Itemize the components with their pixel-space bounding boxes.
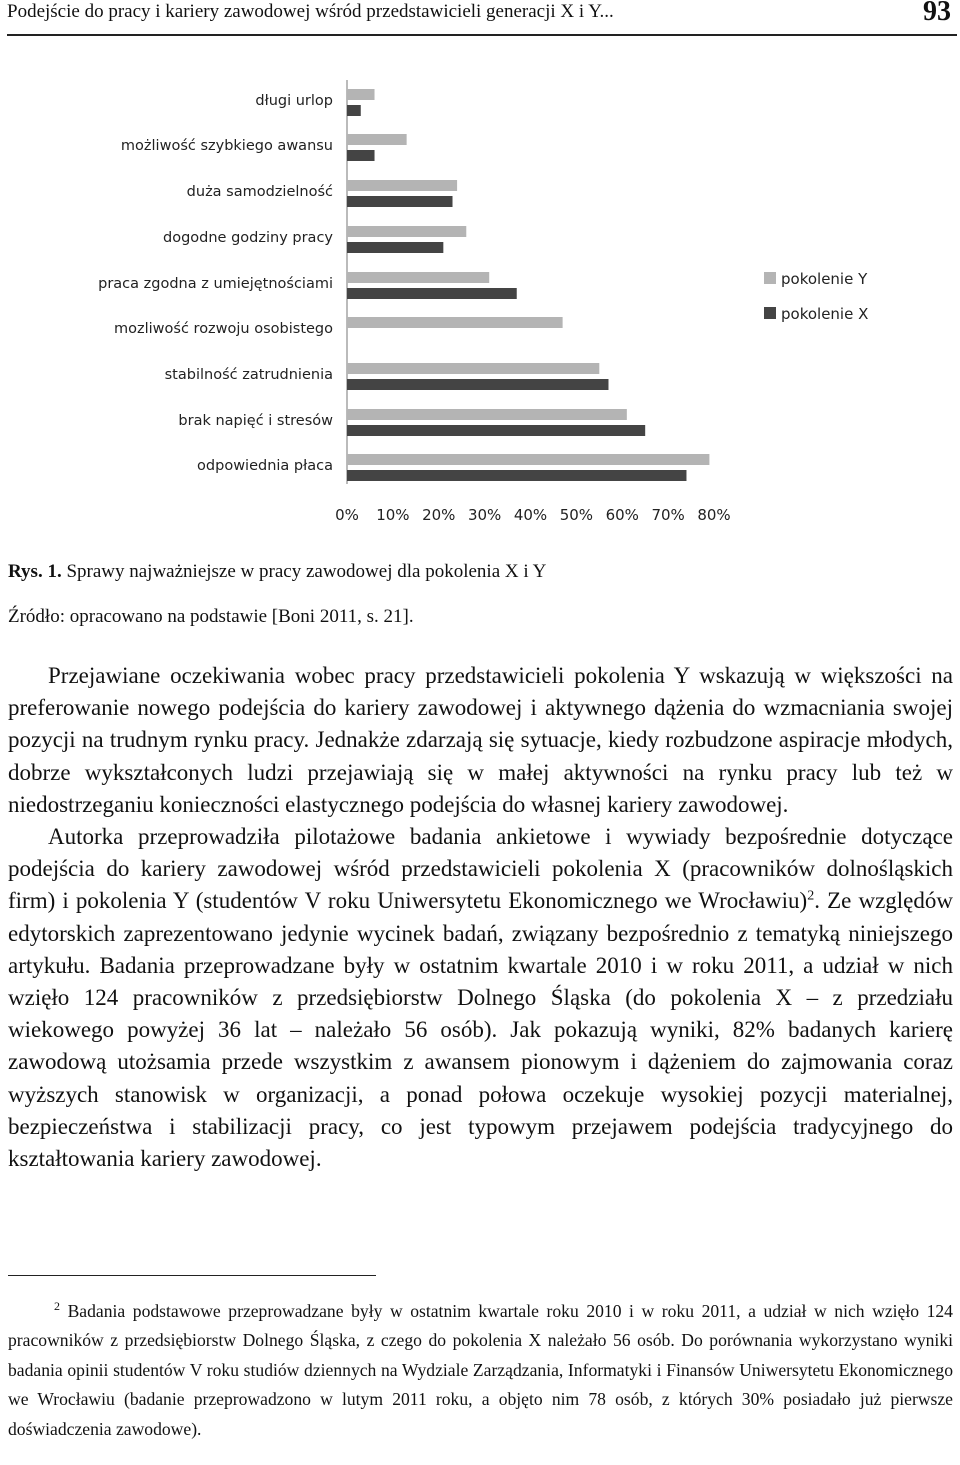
x-tick-label: 30% <box>467 506 502 524</box>
x-tick-label: 0% <box>335 506 359 524</box>
category-label: możliwość szybkiego awansu <box>120 138 333 154</box>
x-tick-label: 10% <box>376 506 410 524</box>
running-header <box>7 0 957 36</box>
x-tick-label: 70% <box>651 506 685 524</box>
page-number: 93 <box>923 0 951 27</box>
bar-pokolenie-y <box>347 226 466 237</box>
figure-source: Źródło: opracowano na podstawie [Boni 2011, s. 21]. <box>8 606 414 627</box>
paragraph-2 <box>8 821 953 1175</box>
x-tick-label: 80% <box>697 506 731 524</box>
running-title: Podejście do pracy i kariery zawodowej wśród przedstawicieli generacji X i Y... <box>7 1 614 22</box>
legend-label: pokolenie Y <box>781 270 868 288</box>
paragraph-1: Przejawiane oczekiwania wobec pracy przedstawicieli pokolenia Y wskazują w większości na preferowanie nowego podejścia do kariery zawodowej i aktywnego dążenia do wzmacniania swojej pozycji na trudnym rynku pracy. Jednakże zdarzają się sytuacje, kiedy rozbudzone aspiracje młodych, dobrze wykształconych ludzi przejawiają się w małej aktywności na rynku pracy lub też w niedostrzeganiu konieczności elastycznego podejścia do własnej kariery zawodowej. <box>8 663 953 817</box>
figure-caption <box>8 561 546 583</box>
category-label: dogodne godziny pracy <box>163 230 333 246</box>
bar-pokolenie-x <box>347 470 686 481</box>
bar-pokolenie-x <box>347 105 361 116</box>
bar-pokolenie-x <box>347 379 608 390</box>
figure-label: Rys. 1. <box>8 561 62 582</box>
bar-pokolenie-y <box>347 272 489 283</box>
bar-pokolenie-y <box>347 409 627 420</box>
category-label: odpowiednia płaca <box>197 458 333 474</box>
x-tick-label: 60% <box>605 506 639 524</box>
paragraph-2-part-2: . Ze względów edytorskich zaprezentowano jedynie wycinek badań, związany bezpośrednio z tematyką niniejszego artykułu. Badania przeprowadzane były w ostatnim kwartale 2010 i w roku 2011, a udział w nich wzięło 124 pracowników z przedsiębiorstw Dolnego Śląska (do pokolenia X – z przedziału wiekowego powyżej 36 lat – należało 56 osób). Jak pokazują wyniki, 82% badanych karierę zawodową utożsamia przede wszystkim z awansem pionowym i dążeniem do zajmowania coraz wyższych stanowisk w organizacji, a ponad połowa oczekuje wysokiej pozycji materialnej, bezpieczeństwa i stabilizacji pracy, co jest typowym przejawem podejścia tradycyjnego do kształtowania kariery zawodowej. <box>8 888 953 1172</box>
bar-pokolenie-y <box>347 180 457 191</box>
bar-pokolenie-x <box>347 196 453 207</box>
footnote-separator <box>8 1275 376 1276</box>
bar-pokolenie-y <box>347 89 375 100</box>
bar-pokolenie-y <box>347 454 709 465</box>
footnote-reference: 2 <box>807 888 815 904</box>
bar-pokolenie-x <box>347 242 443 253</box>
footnote-text: Badania podstawowe przeprowadzane były w ostatnim kwartale roku 2010 i w roku 2011, a udział w nich wzięło 124 pracowników z przedsiębiorstw Dolnego Śląska, z czego do pokolenia X należało 56 osób. Do porównania wykorzystano wyniki badania opinii studentów V roku studiów dziennych na Wydziale Zarządzania, Informatyki i Finansów Uniwersytetu Ekonomicznego we Wrocławiu (badanie przeprowadzono w lutym 2011 roku, a objęto nim 78 osób, z których 30% posiadało już pierwsze doświadczenia zawodowe). <box>8 1300 953 1439</box>
bar-pokolenie-y <box>347 317 563 328</box>
bar-pokolenie-y <box>347 134 407 145</box>
bar-chart <box>0 60 960 540</box>
figure-caption-text: Sprawy najważniejsze w pracy zawodowej dla pokolenia X i Y <box>66 561 547 582</box>
x-tick-label: 50% <box>559 506 594 524</box>
body-text <box>8 660 953 1175</box>
bar-pokolenie-x <box>347 150 375 161</box>
bar-pokolenie-y <box>347 363 599 374</box>
category-label: długi urlop <box>255 93 333 109</box>
legend-swatch <box>764 307 776 319</box>
category-label: praca zgodna z umiejętnościami <box>98 276 333 292</box>
footnote-number: 2 <box>54 1299 60 1313</box>
category-label: duża samodzielność <box>186 184 333 200</box>
bar-pokolenie-x <box>347 288 517 299</box>
footnote <box>8 1292 953 1444</box>
x-tick-label: 40% <box>513 506 548 524</box>
paragraph-2-part-1: Autorka przeprowadziła pilotażowe badania ankietowe i wywiady bezpośrednie dotyczące podejścia do kariery zawodowej wśród przedstawicieli pokolenia X (pracowników dolnośląskich firm) i pokolenia Y (studentów V roku Uniwersytetu Ekonomicznego we Wrocławiu) <box>8 824 953 914</box>
category-label: stabilność zatrudnienia <box>164 367 333 383</box>
category-label: mozliwość rozwoju osobistego <box>114 321 333 337</box>
legend-swatch <box>764 272 776 284</box>
x-tick-label: 20% <box>422 506 456 524</box>
legend-label: pokolenie X <box>781 305 869 323</box>
category-label: brak napięć i stresów <box>178 413 333 429</box>
bar-pokolenie-x <box>347 425 645 436</box>
